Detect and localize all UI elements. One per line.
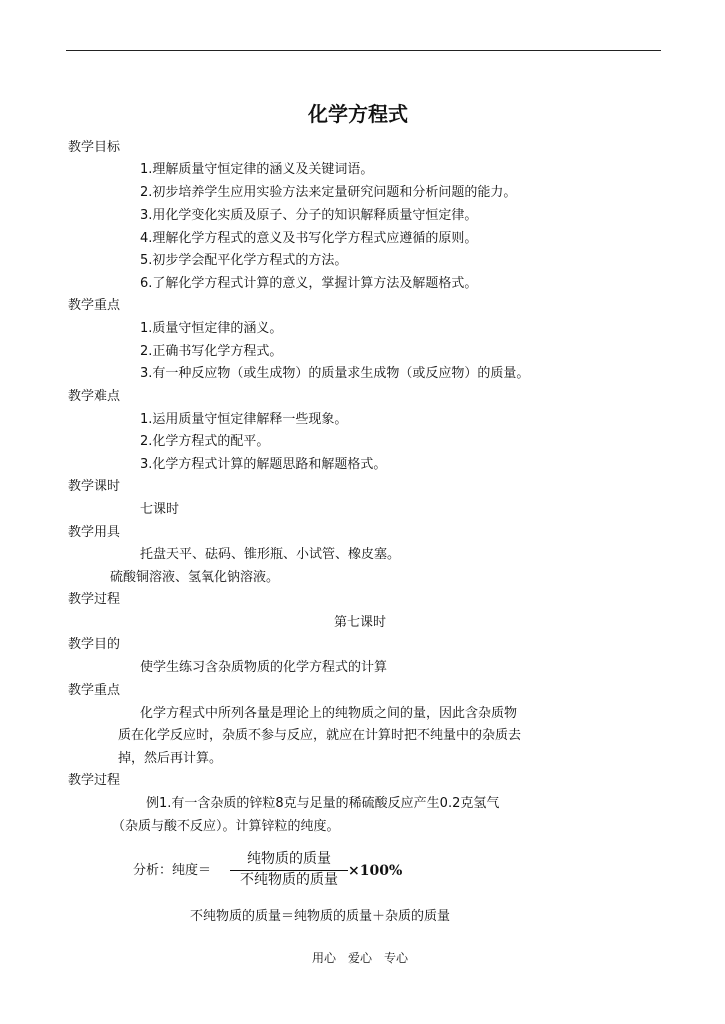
heading-class-hours: 教学课时 — [68, 479, 121, 494]
goal-item: 3.用化学变化实质及原子、分子的知识解释质量守恒定律。 — [140, 208, 478, 223]
percent-multiplier: ×100% — [348, 863, 403, 879]
key2-paragraph-line: 化学方程式中所列各量是理论上的纯物质之间的量，因此含杂质物 — [140, 706, 518, 721]
heading-teaching-process-2: 教学过程 — [68, 773, 121, 788]
impure-mass-formula: 不纯物质的质量＝纯物质的质量＋杂质的质量 — [190, 909, 451, 924]
heading-teaching-tools: 教学用具 — [68, 525, 121, 540]
key-item: 2.正确书写化学方程式。 — [140, 344, 283, 359]
heading-key-points-2: 教学重点 — [68, 683, 121, 698]
difficulty-item: 3.化学方程式计算的解题思路和解题格式。 — [140, 457, 387, 472]
example-line: （杂质与酸不反应）。计算锌粒的纯度。 — [112, 819, 340, 834]
analysis-prefix: 分析：纯度＝ — [133, 863, 212, 878]
key2-paragraph-line: 掉，然后再计算。 — [118, 751, 223, 766]
fraction-denominator: 不纯物质的质量 — [240, 872, 338, 888]
heading-teaching-goals: 教学目标 — [68, 140, 121, 155]
heading-difficulties: 教学难点 — [68, 389, 121, 404]
example-line: 例1.有一含杂质的锌粒8克与足量的稀硫酸反应产生0.2克氢气 — [146, 796, 500, 811]
tools-line: 硫酸铜溶液、氢氧化钠溶液。 — [110, 570, 280, 585]
class-hours-value: 七课时 — [140, 502, 180, 517]
goal-item: 4.理解化学方程式的意义及书写化学方程式应遵循的原则。 — [140, 231, 478, 246]
page-title: 化学方程式 — [308, 102, 408, 126]
difficulty-item: 2.化学方程式的配平。 — [140, 434, 270, 449]
goal-item: 2.初步培养学生应用实验方法来定量研究问题和分析问题的能力。 — [140, 185, 517, 200]
page-footer: 用心 爱心 专心 — [312, 951, 409, 965]
purity-fraction — [230, 851, 348, 889]
goal-item: 6.了解化学方程式计算的意义，掌握计算方法及解题格式。 — [140, 276, 478, 291]
purpose-text: 使学生练习含杂质物质的化学方程式的计算 — [140, 660, 388, 675]
heading-teaching-purpose: 教学目的 — [68, 637, 121, 652]
key-item: 1.质量守恒定律的涵义。 — [140, 321, 283, 336]
goal-item: 1.理解质量守恒定律的涵义及关键词语。 — [140, 162, 374, 177]
key2-paragraph-line: 质在化学反应时，杂质不参与反应，就应在计算时把不纯量中的杂质去 — [118, 728, 522, 743]
fraction-numerator: 纯物质的质量 — [247, 851, 331, 867]
heading-teaching-process: 教学过程 — [68, 592, 121, 607]
difficulty-item: 1.运用质量守恒定律解释一些现象。 — [140, 412, 348, 427]
goal-item: 5.初步学会配平化学方程式的方法。 — [140, 253, 348, 268]
header-rule — [66, 50, 661, 51]
lesson-heading: 第七课时 — [334, 615, 387, 630]
fraction-bar — [230, 870, 348, 871]
key-item: 3.有一种反应物（或生成物）的质量求生成物（或反应物）的质量。 — [140, 366, 530, 381]
tools-line: 托盘天平、砝码、锥形瓶、小试管、橡皮塞。 — [140, 547, 401, 562]
heading-key-points: 教学重点 — [68, 298, 121, 313]
